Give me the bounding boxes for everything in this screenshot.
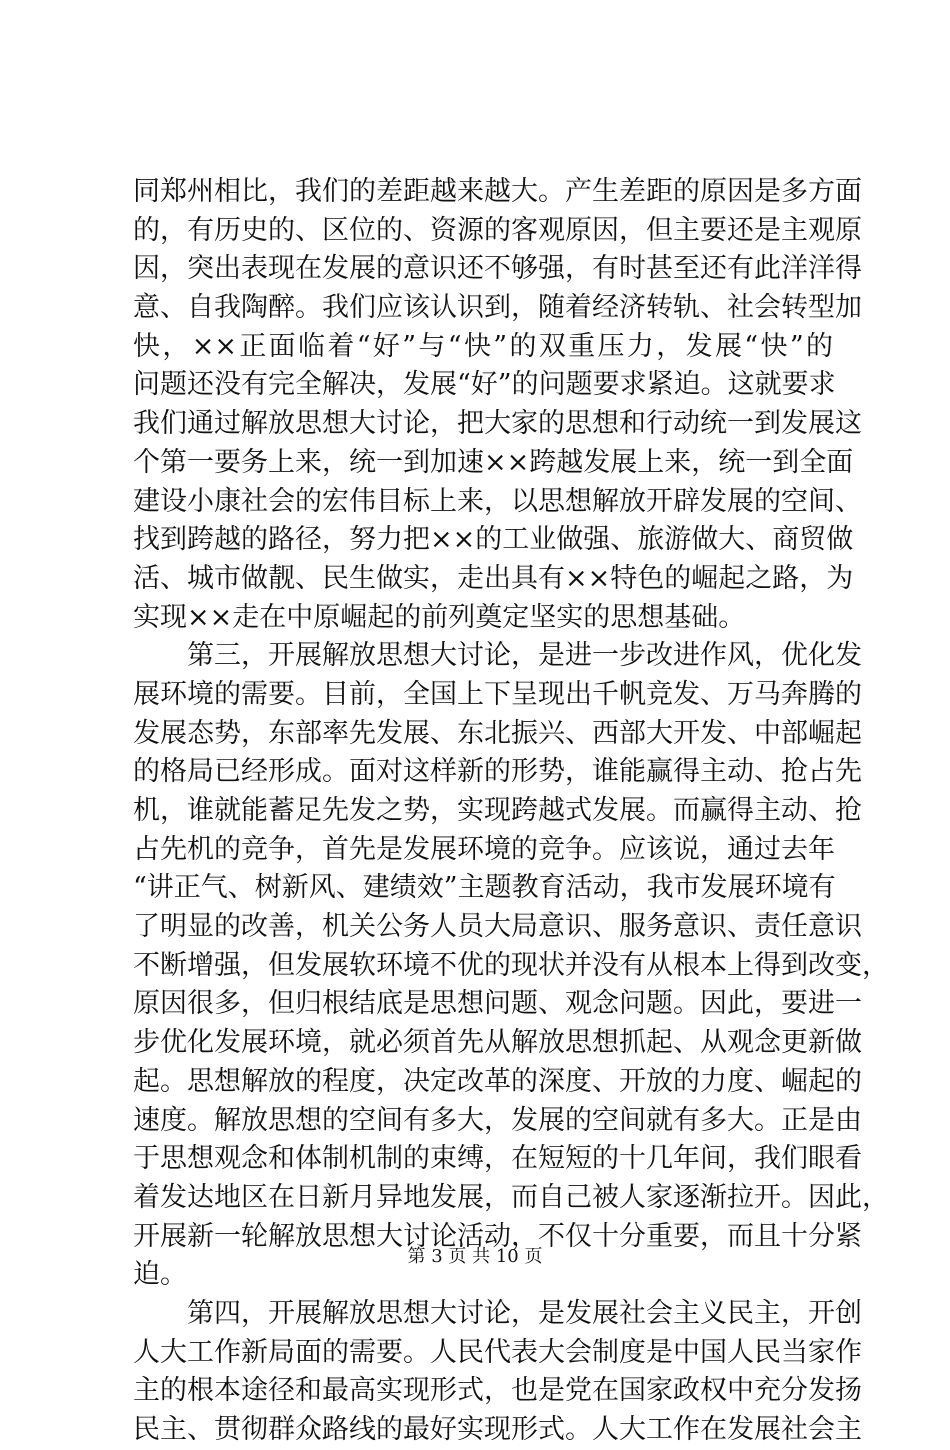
text-line: 实现××走在中原崛起的前列奠定坚实的思想基础。 — [133, 601, 746, 633]
text-line: 建设小康社会的宏伟目标上来，以思想解放开辟发展的空间、 — [133, 485, 862, 517]
text-line: 占先机的竞争，首先是发展环境的竞争。应该说，通过去年 — [133, 833, 835, 865]
text-line: 快，××正面临着“好”与“快”的双重压力，发展“快”的 — [133, 330, 833, 362]
text-line: “讲正气、树新风、建绩效”主题教育活动，我市发展环境有 — [133, 872, 836, 904]
paragraph-start-line: 第三，开展解放思想大讨论，是进一步改进作风，优化发 — [187, 640, 862, 672]
text-line: 速度。解放思想的空间有多大，发展的空间就有多大。正是由 — [133, 1104, 862, 1136]
text-line: 问题还没有完全解决，发展“好”的问题要求紧迫。这就要求 — [133, 369, 836, 401]
text-line: 主的根本途径和最高实现形式，也是党在国家政权中充分发扬 — [133, 1375, 862, 1407]
paragraph-start-line: 第四，开展解放思想大讨论，是发展社会主义民主，开创 — [187, 1297, 862, 1329]
text-line: 个第一要务上来，统一到加速××跨越发展上来，统一到全面 — [133, 446, 854, 478]
text-line: 找到跨越的路径，努力把××的工业做强、旅游做大、商贸做 — [133, 524, 854, 556]
text-line: 了明显的改善，机关公务人员大局意识、服务意识、责任意识 — [133, 911, 862, 943]
text-line: 展环境的需要。目前，全国上下呈现出千帆竞发、万马奔腾的 — [133, 678, 862, 710]
text-line: 着发达地区在日新月异地发展，而自己被人家逐渐拉开。因此， — [133, 1181, 889, 1213]
text-line: 步优化发展环境，就必须首先从解放思想抓起、从观念更新做 — [133, 1027, 862, 1059]
text-line: 起。思想解放的程度，决定改革的深度、开放的力度、崛起的 — [133, 1065, 862, 1097]
text-line: 不断增强，但发展软环境不优的现状并没有从根本上得到改变， — [133, 949, 889, 981]
text-line: 活、城市做靓、民生做实，走出具有××特色的崛起之路，为 — [133, 562, 854, 594]
text-line: 人大工作新局面的需要。人民代表大会制度是中国人民当家作 — [133, 1336, 862, 1368]
text-line: 开展新一轮解放思想大讨论活动，不仅十分重要，而且十分紧 — [133, 1220, 862, 1252]
text-line: 发展态势，东部率先发展、东北振兴、西部大开发、中部崛起 — [133, 717, 862, 749]
text-line: 的，有历史的、区位的、资源的客观原因，但主要还是主观原 — [133, 214, 862, 246]
text-line: 民主、贯彻群众路线的最好实现形式。人大工作在发展社会主 — [133, 1414, 862, 1445]
text-line: 于思想观念和体制机制的束缚，在短短的十几年间，我们眼看 — [133, 1143, 862, 1175]
text-line: 迫。 — [133, 1259, 187, 1291]
text-line: 同郑州相比，我们的差距越来越大。产生差距的原因是多方面 — [133, 176, 862, 207]
page-number-footer: 第 3 页 共 10 页 — [407, 1246, 543, 1267]
text-line: 的格局已经形成。面对这样新的形势，谁能赢得主动、抢占先 — [133, 756, 862, 788]
text-line: 我们通过解放思想大讨论，把大家的思想和行动统一到发展这 — [133, 408, 862, 440]
text-line: 因，突出表现在发展的意识还不够强，有时甚至还有此洋洋得 — [133, 253, 862, 285]
text-line: 意、自我陶醉。我们应该认识到，随着经济转轨、社会转型加 — [133, 292, 862, 324]
text-line: 原因很多，但归根结底是思想问题、观念问题。因此，要进一 — [133, 988, 862, 1020]
text-line: 机，谁就能蓄足先发之势，实现跨越式发展。而赢得主动、抢 — [133, 795, 862, 826]
